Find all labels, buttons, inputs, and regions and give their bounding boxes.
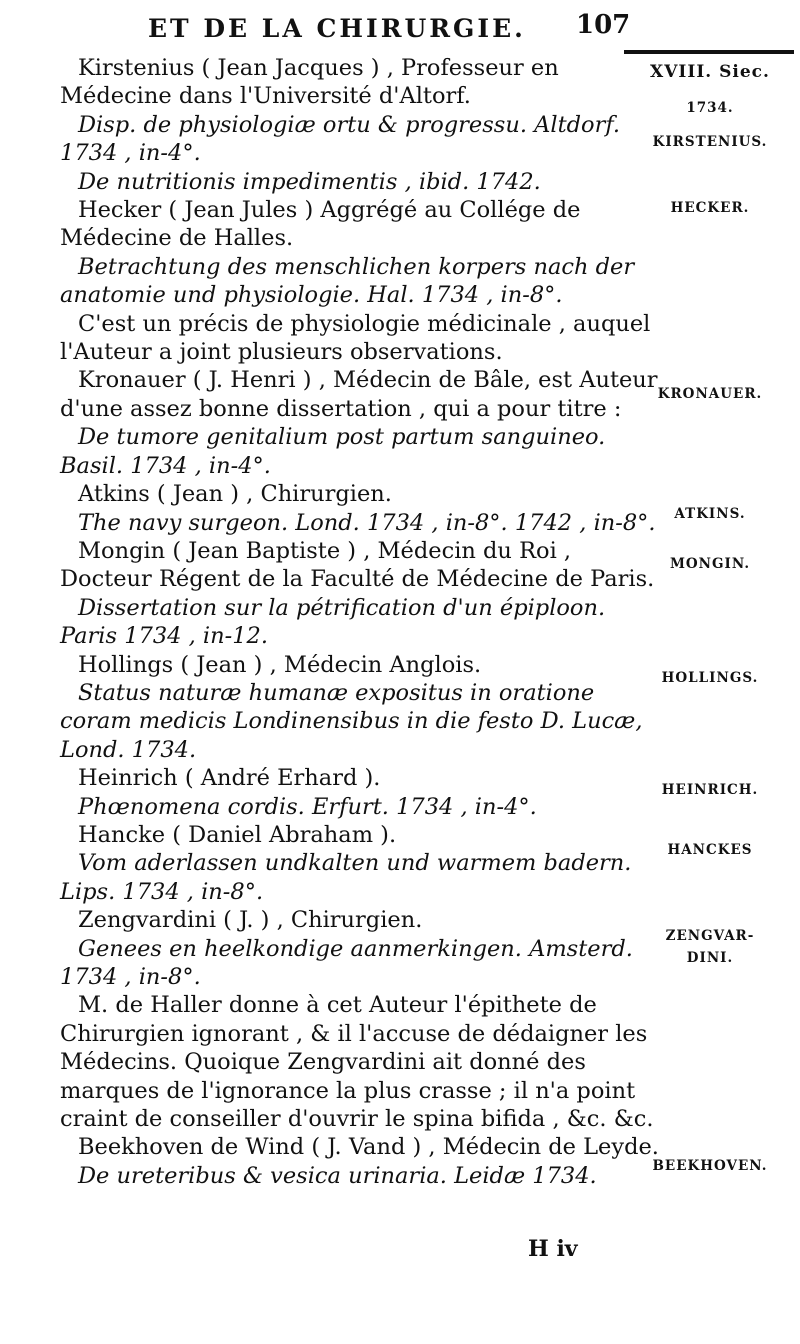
page-header bbox=[0, 6, 800, 46]
margin-name-dini: DINI. bbox=[686, 950, 734, 966]
entry-heading: Hollings ( Jean ) , Médecin Anglois. bbox=[78, 651, 482, 678]
margin-name-kirstenius: KIRSTENIUS. bbox=[652, 134, 768, 150]
entry-heading: Zengvardini ( J. ) , Chirurgien. bbox=[78, 907, 423, 934]
entry-heading: Atkins ( Jean ) , Chirurgien. bbox=[78, 481, 392, 508]
entry-title: The navy surgeon. Lond. 1734 , in-8°. 1742 , in-8°. bbox=[78, 509, 656, 536]
entry-note: C'est un précis de physiologie médicinale , auquel l'Auteur a joint plusieurs observations. bbox=[60, 310, 651, 366]
entry-title: De tumore genitalium post partum sanguineo. Basil. 1734 , in-4°. bbox=[60, 424, 606, 479]
entry-title: Genees en heelkondige aanmerkingen. Amsterd. 1734 , in-8°. bbox=[60, 935, 633, 990]
entry-heading: Hancke ( Daniel Abraham ). bbox=[78, 821, 397, 848]
entry-title: Status naturæ humanæ expositus in oratione coram medicis Londinensibus in die festo D. Lucæ, Lond. 1734. bbox=[60, 679, 643, 763]
margin-name-kronauer: KRONAUER. bbox=[657, 386, 763, 402]
running-head: ET DE LA CHIRURGIE. bbox=[148, 14, 526, 43]
body-text bbox=[60, 54, 660, 1190]
entry-title: Phœnomena cordis. Erfurt. 1734 , in-4°. bbox=[78, 793, 537, 820]
signature-mark: H iv bbox=[528, 1236, 578, 1262]
entry-title: Disp. de physiologiæ ortu & progressu. Altdorf. 1734 , in-4°. bbox=[60, 111, 620, 167]
margin-name-beekhoven: BEEKHOVEN. bbox=[652, 1158, 768, 1174]
entry-title: Betrachtung des menschlichen korpers nach der anatomie und physiologie. Hal. 1734 , in-8°. bbox=[60, 253, 635, 309]
margin-name-hanckes: HANCKES bbox=[667, 842, 753, 858]
entry-note: M. de Haller donne à cet Auteur l'épithete de Chirurgien ignorant , & il l'accuse de dédaigner les Médecins. Quoique Zengvardini ait donné des marques de l'ignorance la plus crasse ; il n'a point craint de conseiller d'ouvrir le spina bifida , &c. &c. bbox=[60, 992, 654, 1133]
entry-title: Dissertation sur la pétrification d'un épiploon. Paris 1734 , in-12. bbox=[60, 594, 606, 650]
page-number: 107 bbox=[576, 10, 631, 40]
entry-title: De ureteribus & vesica urinaria. Leidæ 1734. bbox=[78, 1162, 597, 1189]
margin-name-mongin: MONGIN. bbox=[669, 556, 751, 572]
margin-century: XVIII. Siec. bbox=[650, 62, 770, 82]
margin-year: 1734. bbox=[686, 100, 734, 116]
entry-heading: Kirstenius ( Jean Jacques ) , Professeur en Médecine dans l'Université d'Altorf. bbox=[60, 55, 559, 110]
margin-name-heinrich: HEINRICH. bbox=[661, 782, 759, 798]
entry-heading: Heinrich ( André Erhard ). bbox=[78, 765, 381, 792]
entry-heading: Mongin ( Jean Baptiste ) , Médecin du Roi , Docteur Régent de la Faculté de Médecine de Paris. bbox=[60, 537, 655, 593]
entry-title: De nutritionis impedimentis , ibid. 1742. bbox=[78, 168, 541, 195]
margin-name-atkins: ATKINS. bbox=[674, 506, 746, 522]
margin-name-hecker: HECKER. bbox=[670, 200, 750, 216]
entry-heading: Hecker ( Jean Jules ) Aggrégé au Collége de Médecine de Halles. bbox=[60, 197, 581, 252]
margin-name-zengvar: ZENGVAR- bbox=[665, 928, 755, 944]
entry-heading: Beekhoven de Wind ( J. Vand ) , Médecin de Leyde. bbox=[78, 1134, 659, 1161]
entry-title: Vom aderlassen undkalten und warmem badern. Lips. 1734 , in-8°. bbox=[60, 850, 632, 905]
margin-name-hollings: HOLLINGS. bbox=[661, 670, 759, 686]
entry-heading: Kronauer ( J. Henri ) , Médecin de Bâle, est Auteur d'une assez bonne dissertation , qui a pour titre : bbox=[60, 367, 658, 422]
